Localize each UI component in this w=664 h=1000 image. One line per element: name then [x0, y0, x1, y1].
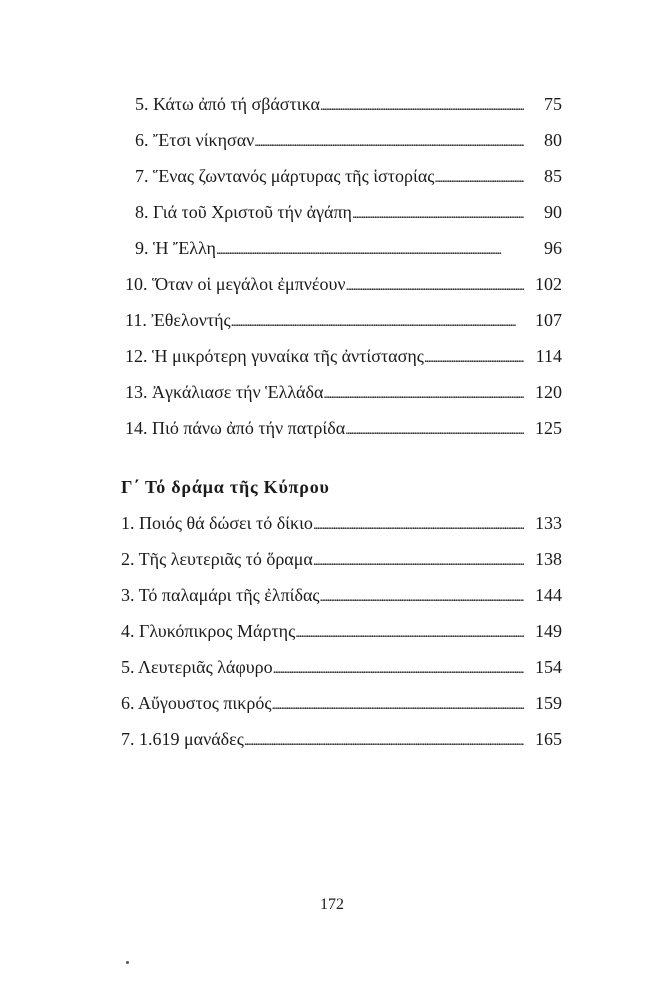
- dot-leader: [254, 131, 524, 155]
- toc-entry-page: 144: [535, 585, 562, 605]
- toc-entry: [135, 128, 562, 155]
- toc-entry: [121, 655, 562, 682]
- toc-entry-title: 2. Τῆς λευτεριᾶς τό ὅραμα: [121, 549, 313, 569]
- toc-entry-title: 5. Λευτεριᾶς λάφυρο: [121, 657, 273, 677]
- toc-entry: [125, 380, 562, 407]
- toc-entry-title: 6. Ἔτσι νίκησαν: [135, 130, 255, 150]
- dot-leader: [345, 419, 524, 443]
- dot-leader: [231, 311, 524, 335]
- dot-leader: [346, 275, 524, 299]
- toc-entry: [125, 416, 562, 443]
- toc-entry-title: 4. Γλυκόπικρος Μάρτης: [121, 621, 296, 641]
- toc-entry-page: 125: [535, 418, 562, 438]
- toc-entry-title: 13. Ἀγκάλιασε τήν Ἑλλάδα: [125, 382, 324, 402]
- toc-entry: [135, 236, 562, 263]
- toc-entry-title: 3. Τό παλαμάρι τῆς ἐλπίδας: [121, 585, 320, 605]
- toc-entry: [121, 619, 562, 646]
- toc-entry: [135, 164, 562, 191]
- dot-leader: [295, 622, 524, 646]
- toc-entry-page: 154: [535, 657, 562, 677]
- toc-entry-page: 96: [544, 238, 562, 258]
- toc-entry-title: 5. Κάτω ἀπό τή σβάστικα: [135, 94, 320, 114]
- toc-entry-title: 10. Ὅταν οἱ μεγάλοι ἐμπνέουν: [125, 274, 346, 294]
- dot-leader: [273, 658, 524, 682]
- dot-leader: [244, 730, 524, 754]
- toc-entry-title: 11. Ἐθελοντής: [125, 310, 231, 330]
- toc-entry-title: 7. 1.619 μανάδες: [121, 729, 244, 749]
- page-number: 172: [320, 896, 344, 913]
- toc-entry: [125, 272, 562, 299]
- toc-entry-title: 1. Ποιός θά δώσει τό δίκιο: [121, 513, 313, 533]
- toc-entry-title: 12. Ἡ μικρότερη γυναίκα τῆς ἀντίστασης: [125, 346, 424, 366]
- toc-entry: [125, 344, 562, 371]
- toc-entry: [135, 200, 562, 227]
- toc-entry: [121, 547, 562, 574]
- toc-entry-title: 14. Πιό πάνω ἀπό τήν πατρίδα: [125, 418, 346, 438]
- dot-leader: [320, 586, 524, 610]
- toc-entry-title: 7. Ἕνας ζωντανός μάρτυρας τῆς ἱστορίας: [135, 166, 435, 186]
- toc-entry-title: 6. Αὔγουστος πικρός: [121, 693, 272, 713]
- toc-entry-page: 90: [544, 202, 562, 222]
- toc-entry-page: 102: [535, 274, 562, 294]
- toc-entry: [121, 691, 562, 718]
- toc-entry: [121, 727, 562, 754]
- toc-entry: [121, 583, 562, 610]
- dot-leader: [323, 383, 524, 407]
- toc-entry-page: 133: [535, 513, 562, 533]
- dot-leader: [352, 203, 524, 227]
- toc-entry-page: 138: [535, 549, 562, 569]
- toc-entry: [121, 511, 562, 538]
- toc-entry-page: 80: [544, 130, 562, 150]
- toc-entry: [135, 92, 562, 119]
- dot-leader: [216, 239, 524, 263]
- dot-leader: [320, 95, 524, 119]
- scan-speck: [126, 961, 129, 964]
- toc-entry-page: 120: [535, 382, 562, 402]
- dot-leader: [313, 514, 524, 538]
- toc-entry-page: 75: [544, 94, 562, 114]
- toc-entry-page: 107: [535, 310, 562, 330]
- dot-leader: [424, 347, 524, 371]
- toc-entry: [125, 308, 562, 335]
- toc-entry-page: 114: [535, 346, 562, 366]
- toc-entry-page: 165: [535, 729, 562, 749]
- toc-entry-title: 9. Ἡ Ἔλλη: [135, 238, 216, 258]
- dot-leader: [313, 550, 524, 574]
- toc-entry-title: 8. Γιά τοῦ Χριστοῦ τήν ἀγάπη: [135, 202, 352, 222]
- section-heading: Γ΄ Τό δράμα τῆς Κύπρου: [121, 477, 330, 497]
- toc-entry-page: 85: [544, 166, 562, 186]
- toc-entry-page: 149: [535, 621, 562, 641]
- dot-leader: [271, 694, 524, 718]
- dot-leader: [434, 167, 524, 191]
- toc-entry-page: 159: [535, 693, 562, 713]
